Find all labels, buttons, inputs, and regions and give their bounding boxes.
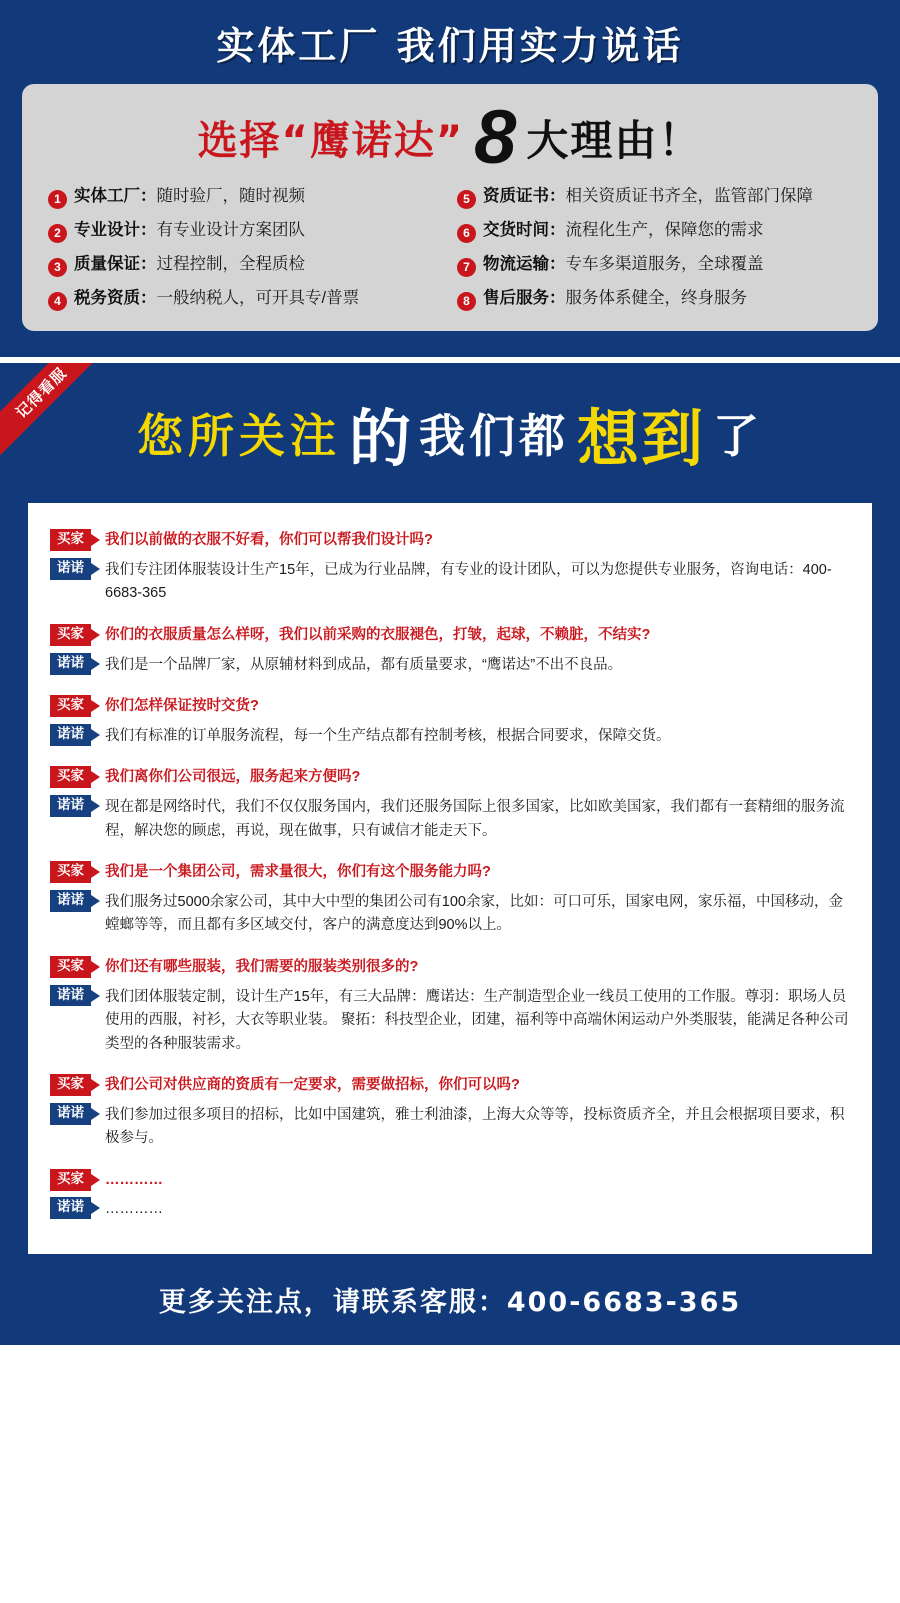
- reason-value: 相关资质证书齐全，监管部门保障: [565, 187, 813, 206]
- reason-value: 专车多渠道服务，全球覆盖: [565, 255, 764, 274]
- faq-card: [28, 503, 872, 1254]
- buyer-tag: 买家: [50, 861, 91, 883]
- question-text: 我们公司对供应商的资质有一定要求，需要做招标，你们可以吗?: [105, 1077, 520, 1094]
- answer-line: [50, 890, 850, 938]
- reason-number-badge: 8: [457, 292, 476, 311]
- question-line: [50, 766, 850, 789]
- reason-key: 售后服务：: [483, 289, 566, 308]
- reason-number-badge: 7: [457, 258, 476, 277]
- answer-text: 我们是一个品牌厂家，从原辅材料到成品，都有质量要求，“鹰诺达”不出不良品。: [105, 656, 623, 673]
- reason-number-badge: 5: [457, 190, 476, 209]
- corner-ribbon: 记得看服: [0, 363, 105, 456]
- answer-line: [50, 1103, 850, 1151]
- question-text: 我们离你们公司很远，服务起来方便吗?: [105, 769, 361, 786]
- answer-text: …………: [105, 1201, 163, 1218]
- reasons-title-suffix: 大理由！: [526, 115, 703, 165]
- reason-item: [457, 254, 852, 275]
- question-line: [50, 624, 850, 647]
- reason-number-badge: 1: [48, 190, 67, 209]
- answer-text: 我们专注团体服装设计生产15年，已成为行业品牌，有专业的设计团队，可以为您提供专业服务，咨询电话：400-6683-365: [105, 561, 832, 602]
- answer-line: [50, 1197, 850, 1221]
- reason-value: 有专业设计方案团队: [156, 221, 305, 240]
- faq-title-part5: 了: [713, 409, 764, 464]
- question-text: 我们是一个集团公司，需求量很大，你们有这个服务能力吗?: [105, 864, 491, 881]
- contact-footer: 更多关注点，请联系客服：400-6683-365: [158, 1286, 742, 1318]
- question-text: 你们的衣服质量怎么样呀，我们以前采购的衣服褪色，打皱，起球，不赖脏，不结实?: [105, 626, 651, 643]
- answer-line: [50, 558, 850, 606]
- faq-section: [0, 363, 900, 1345]
- question-text: 你们还有哪些服装，我们需要的服装类别很多的?: [105, 958, 419, 975]
- reasons-section: [0, 0, 900, 357]
- reason-number-badge: 4: [48, 292, 67, 311]
- reply-tag: 诺诺: [50, 653, 91, 675]
- reason-item: [48, 254, 443, 275]
- reasons-title: [48, 94, 852, 187]
- reason-value: 随时验厂，随时视频: [156, 187, 305, 206]
- question-line: [50, 861, 850, 884]
- reason-key: 实体工厂：: [74, 187, 157, 206]
- faq-header: [0, 363, 900, 503]
- question-line: [50, 1074, 850, 1097]
- answer-line: [50, 653, 850, 677]
- reply-tag: 诺诺: [50, 795, 91, 817]
- reasons-banner: 实体工厂 我们用实力说话: [216, 24, 684, 68]
- answer-line: [50, 724, 850, 748]
- reasons-card: [22, 84, 878, 332]
- reason-key: 专业设计：: [74, 221, 157, 240]
- qa-block: [50, 1169, 850, 1222]
- reason-value: 流程化生产，保障您的需求: [565, 221, 764, 240]
- faq-title-part2: 的: [348, 401, 411, 475]
- reasons-title-prefix: 选择“鹰诺达”: [197, 118, 465, 165]
- reply-tag: 诺诺: [50, 724, 91, 746]
- reason-item: [48, 220, 443, 241]
- buyer-tag: 买家: [50, 695, 91, 717]
- reply-tag: 诺诺: [50, 1197, 91, 1219]
- qa-block: [50, 695, 850, 748]
- answer-text: 我们参加过很多项目的招标，比如中国建筑，雅士利油漆，上海大众等等，投标资质齐全，并且会根据项目要求，积极参与。: [105, 1106, 845, 1147]
- reason-key: 交货时间：: [483, 221, 566, 240]
- reasons-title-number: 8: [474, 94, 517, 180]
- answer-text: 现在都是网络时代，我们不仅仅服务国内，我们还服务国际上很多国家，比如欧美国家，我们都有一套精细的服务流程，解决您的顾虑，再说，现在做事，只有诚信才能走天下。: [105, 799, 845, 839]
- reason-item: [457, 288, 852, 309]
- reason-number-badge: 2: [48, 224, 67, 243]
- reason-value: 服务体系健全，终身服务: [565, 289, 747, 308]
- question-line: [50, 956, 850, 979]
- reply-tag: 诺诺: [50, 1103, 91, 1125]
- buyer-tag: 买家: [50, 1169, 91, 1191]
- question-line: [50, 695, 850, 718]
- qa-block: [50, 1074, 850, 1151]
- answer-text: 我们服务过5000余家公司，其中大中型的集团公司有100余家，比如：可口可乐，国家电网，家乐福，中国移动，金螳螂等等，而且都有多区域交付，客户的满意度达到90%以上。: [105, 893, 843, 934]
- answer-line: [50, 795, 850, 843]
- qa-block: [50, 861, 850, 938]
- reason-item: [48, 186, 443, 207]
- reason-item: [48, 288, 443, 309]
- faq-title-part1: 您所关注: [136, 409, 341, 464]
- answer-text: 我们有标准的订单服务流程，每一个生产结点都有控制考核，根据合同要求，保障交货。: [105, 727, 671, 744]
- qa-block: [50, 766, 850, 843]
- qa-block: [50, 956, 850, 1056]
- reason-item: [457, 220, 852, 241]
- qa-block: [50, 624, 850, 677]
- buyer-tag: 买家: [50, 529, 91, 551]
- reason-key: 税务资质：: [74, 289, 157, 308]
- question-text: …………: [105, 1171, 163, 1188]
- answer-text: 我们团体服装定制，设计生产15年，有三大品牌：鹰诺达：生产制造型企业一线员工使用的工作服。尊羽：职场人员使用的西服，衬衫，大衣等职业装。 聚拓：科技型企业，团建，福利等中高端休闲运动户外类服装，能满足各种公司类型的各种服装需求。: [105, 988, 849, 1052]
- question-line: [50, 1169, 850, 1192]
- reason-key: 资质证书：: [483, 187, 566, 206]
- reason-key: 质量保证：: [74, 255, 157, 274]
- reason-number-badge: 3: [48, 258, 67, 277]
- buyer-tag: 买家: [50, 1074, 91, 1096]
- buyer-tag: 买家: [50, 624, 91, 646]
- question-text: 你们怎样保证按时交货?: [105, 698, 259, 715]
- reason-number-badge: 6: [457, 224, 476, 243]
- reason-value: 过程控制，全程质检: [156, 255, 305, 274]
- answer-line: [50, 985, 850, 1056]
- buyer-tag: 买家: [50, 766, 91, 788]
- faq-title-part3: 我们都: [419, 409, 569, 464]
- qa-block: [50, 529, 850, 606]
- reply-tag: 诺诺: [50, 890, 91, 912]
- reply-tag: 诺诺: [50, 558, 91, 580]
- buyer-tag: 买家: [50, 956, 91, 978]
- faq-title-part4: 想到: [577, 401, 706, 475]
- question-line: [50, 529, 850, 552]
- reply-tag: 诺诺: [50, 985, 91, 1007]
- reason-key: 物流运输：: [483, 255, 566, 274]
- reason-item: [457, 186, 852, 207]
- faq-title: [0, 363, 900, 503]
- reasons-grid: [48, 186, 852, 309]
- question-text: 我们以前做的衣服不好看，你们可以帮我们设计吗?: [105, 532, 433, 549]
- reason-value: 一般纳税人，可开具专/普票: [156, 289, 360, 308]
